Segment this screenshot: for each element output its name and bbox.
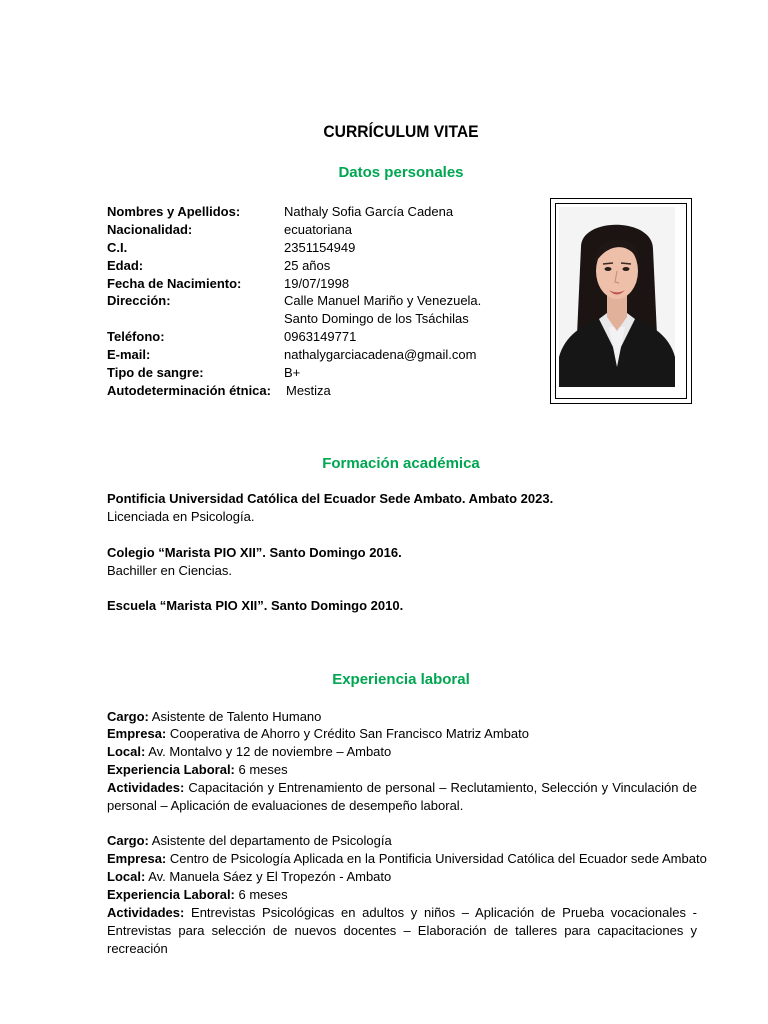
job-experiencia	[107, 886, 288, 904]
field-value: Nathaly Sofia García Cadena	[284, 204, 454, 219]
field-label: C.I.	[107, 240, 128, 255]
section-title-personal: Datos personales	[338, 164, 464, 181]
experiencia-value: 6 meses	[238, 762, 288, 777]
local-label: Local:	[107, 869, 146, 884]
cargo-value: Asistente del departamento de Psicología	[151, 833, 392, 848]
education-institution	[107, 490, 553, 508]
field-label: Edad:	[107, 258, 144, 273]
field-label: Tipo de sangre:	[107, 365, 204, 380]
local-value: Av. Manuela Sáez y El Tropezón - Ambato	[148, 869, 392, 884]
actividades-label: Actividades:	[107, 780, 185, 795]
job-local	[107, 868, 391, 886]
section-title-experience: Experiencia laboral	[332, 671, 470, 688]
job-experiencia	[107, 761, 288, 779]
empresa-value: Centro de Psicología Aplicada en la Pontificia Universidad Católica del Ecuador sede Ambato	[169, 851, 707, 866]
field-label: Nacionalidad:	[107, 222, 193, 237]
empresa-label: Empresa:	[107, 851, 167, 866]
actividades-value: Capacitación y Entrenamiento de personal – Reclutamiento, Selección y Vinculación de personal – Aplicación de evaluaciones de desempeño laboral.	[107, 780, 697, 813]
local-label: Local:	[107, 744, 146, 759]
education-degree: Bachiller en Ciencias.	[107, 563, 233, 578]
local-value: Av. Montalvo y 12 de noviembre – Ambato	[148, 744, 392, 759]
education-institution	[107, 597, 403, 615]
photo-frame	[550, 198, 692, 404]
experiencia-label: Experiencia Laboral:	[107, 762, 235, 777]
cargo-value: Asistente de Talento Humano	[151, 709, 322, 724]
field-value: 19/07/1998	[284, 276, 350, 291]
job-actividades	[107, 904, 697, 958]
job-empresa	[107, 850, 707, 868]
experiencia-value: 6 meses	[238, 887, 288, 902]
education-degree: Licenciada en Psicología.	[107, 509, 255, 524]
field-value: 25 años	[284, 258, 331, 273]
job-empresa	[107, 725, 529, 743]
institution-name: Escuela “Marista PIO XII”. Santo Domingo 2010.	[107, 598, 404, 613]
experiencia-label: Experiencia Laboral:	[107, 887, 235, 902]
cargo-label: Cargo:	[107, 833, 149, 848]
field-label: Dirección:	[107, 293, 171, 308]
education-institution	[107, 544, 402, 562]
cargo-label: Cargo:	[107, 709, 149, 724]
field-value: ecuatoriana	[284, 222, 352, 237]
empresa-label: Empresa:	[107, 726, 167, 741]
job-local	[107, 743, 391, 761]
actividades-value: Entrevistas Psicológicas en adultos y niños – Aplicación de Prueba vocacionales - Entrevistas para selección de nuevos docentes – Elaboración de talleres para capacitaciones y recreación	[107, 905, 697, 956]
actividades-label: Actividades:	[107, 905, 185, 920]
field-label: E-mail:	[107, 347, 151, 362]
job-cargo	[107, 832, 392, 850]
field-value: B+	[284, 365, 301, 380]
field-value: Mestiza	[286, 383, 331, 398]
field-label: Autodeterminación étnica:	[107, 383, 271, 398]
institution-name: Colegio “Marista PIO XII”. Santo Domingo 2016.	[107, 545, 402, 560]
field-label: Teléfono:	[107, 329, 165, 344]
field-value: Calle Manuel Mariño y Venezuela.	[284, 293, 482, 308]
job-actividades	[107, 779, 697, 815]
section-title-education: Formación académica	[322, 455, 480, 472]
document-title: CURRÍCULUM VITAE	[323, 122, 479, 141]
field-value: nathalygarciacadena@gmail.com	[284, 347, 477, 362]
field-label: Nombres y Apellidos:	[107, 204, 241, 219]
institution-name: Pontificia Universidad Católica del Ecuador Sede Ambato. Ambato 2023.	[107, 491, 554, 506]
field-value: 0963149771	[284, 329, 357, 344]
field-value: 2351154949	[284, 240, 356, 255]
field-value: Santo Domingo de los Tsáchilas	[284, 311, 469, 326]
portrait-photo	[559, 207, 675, 387]
empresa-value: Cooperativa de Ahorro y Crédito San Francisco Matriz Ambato	[169, 726, 529, 741]
job-cargo	[107, 708, 321, 726]
field-label: Fecha de Nacimiento:	[107, 276, 242, 291]
